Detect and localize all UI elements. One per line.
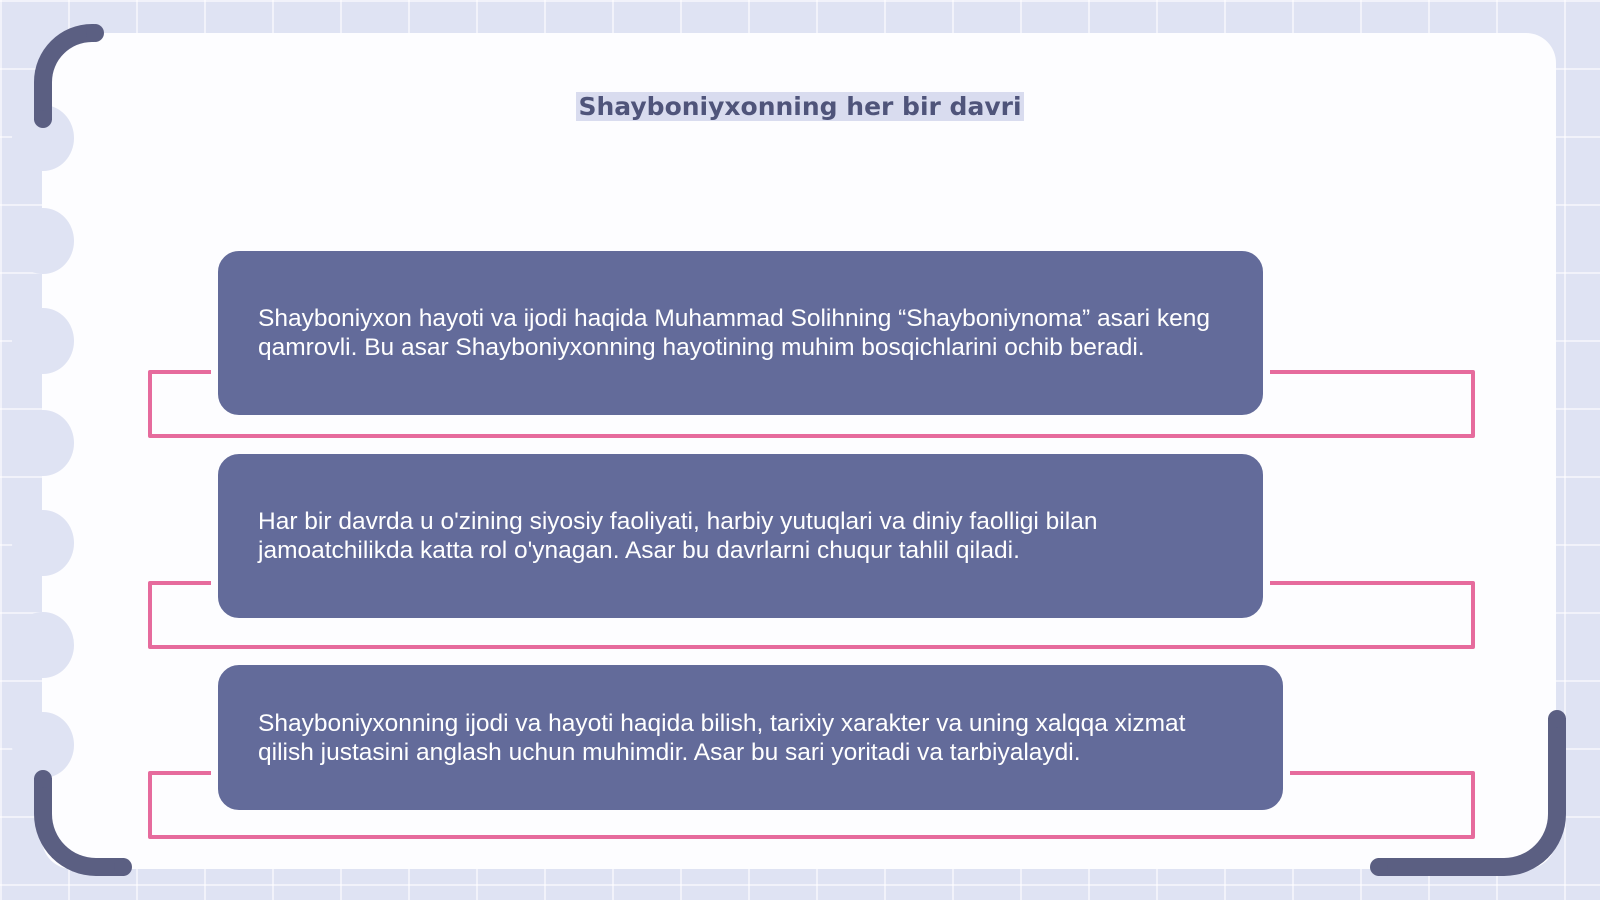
- corner-bracket-cap: [86, 24, 104, 42]
- paper-hole: [12, 208, 74, 274]
- info-card-2: [211, 447, 1270, 625]
- corner-bracket-bottom-left: [34, 778, 124, 876]
- info-card-text: Shayboniyxon hayoti va ijodi haqida Muhammad Solihning “Shayboniynoma” asari keng qamrovli. Bu asar Shayboniyxonning hayotining muhim bosqichlarini ochib beradi.: [258, 305, 1210, 361]
- slide-title: [0, 92, 1600, 121]
- info-card-text: Har bir davrda u o'zining siyosiy faoliyati, harbiy yutuqlari va diniy faolligi bilan jamoatchilikda katta rol o'ynagan. Asar bu davrlarni chuqur tahlil qiladi.: [258, 508, 1098, 564]
- corner-bracket-cap: [1370, 858, 1388, 876]
- info-card-1: [211, 244, 1270, 422]
- paper-hole: [12, 510, 74, 576]
- paper-hole: [12, 308, 74, 374]
- info-card-3: [211, 658, 1290, 817]
- corner-bracket-cap: [34, 770, 52, 788]
- info-card-text: Shayboniyxonning ijodi va hayoti haqida bilish, tarixiy xarakter va uning xalqqa xizmat qilish justasini anglash uchun muhimdir. Asar bu sari yoritadi va tarbiyalaydi.: [258, 709, 1186, 766]
- paper-hole: [12, 410, 74, 476]
- paper-hole: [12, 712, 74, 778]
- paper-hole: [12, 612, 74, 678]
- corner-bracket-cap: [114, 858, 132, 876]
- corner-bracket-cap: [1548, 710, 1566, 728]
- slide-title-text: Shayboniyxonning her bir davri: [578, 92, 1022, 121]
